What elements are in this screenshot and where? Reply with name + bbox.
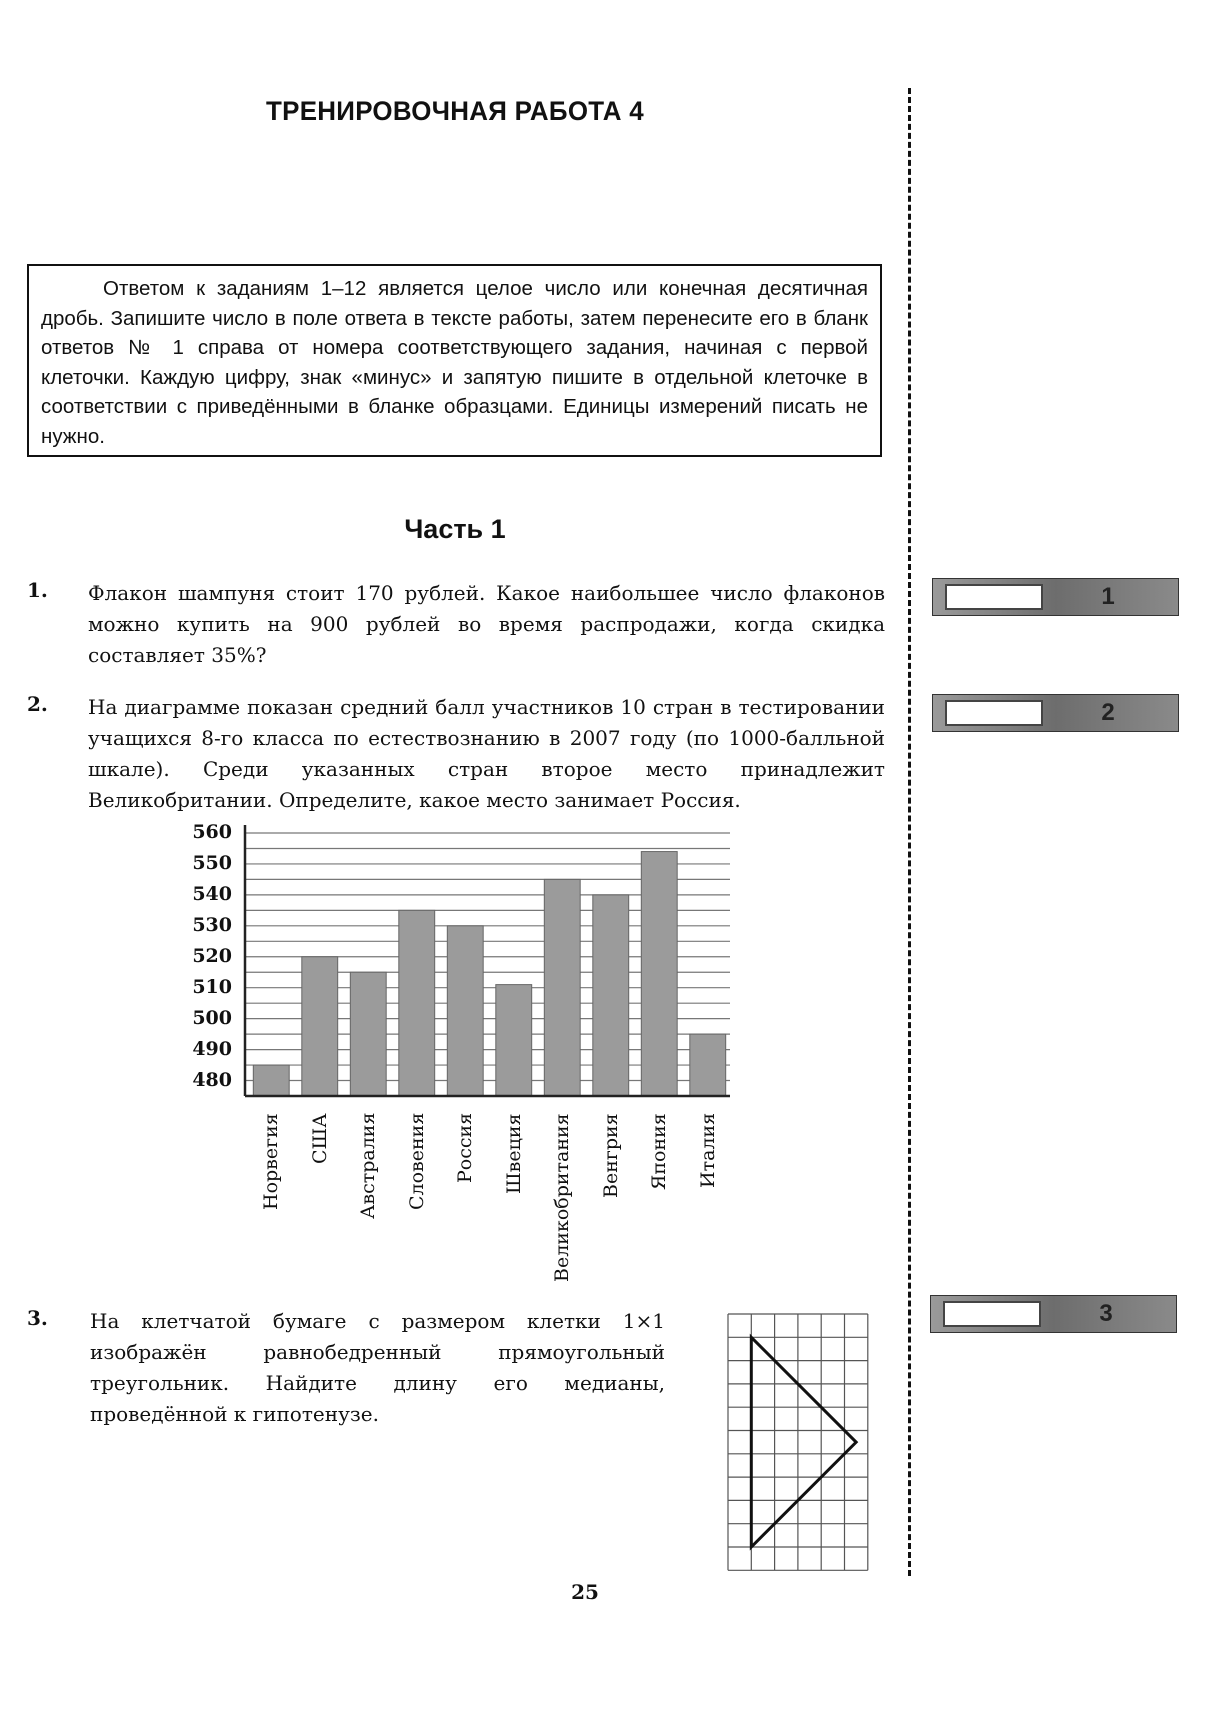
x-tick-label: США [308, 1113, 331, 1164]
x-tick-label: Италия [696, 1112, 719, 1188]
x-tick-label: Словения [405, 1112, 428, 1210]
task-3-answer-label: 3 [1099, 1300, 1113, 1327]
bar-5 [496, 985, 532, 1096]
task-3-answer-input[interactable] [943, 1301, 1041, 1327]
y-tick-label: 510 [192, 975, 232, 998]
x-axis-labels [170, 1105, 740, 1282]
bar-2 [350, 972, 386, 1096]
y-tick-label: 560 [192, 821, 232, 843]
task-2-answer-input[interactable] [945, 700, 1043, 726]
x-tick-label: Россия [454, 1112, 477, 1183]
bar-6 [544, 879, 580, 1096]
bar-8 [641, 852, 677, 1096]
bar-0 [253, 1065, 289, 1096]
task-3-answer-box[interactable] [930, 1295, 1177, 1333]
task-2-answer-box[interactable] [932, 694, 1179, 732]
task-3-number: 3. [27, 1306, 48, 1330]
bar-chart [170, 821, 740, 1282]
bar-3 [399, 910, 435, 1096]
triangle-shape [751, 1337, 856, 1547]
x-tick-label: Австралия [357, 1112, 380, 1219]
y-tick-label: 480 [192, 1068, 232, 1091]
x-tick-label: Швеция [502, 1113, 525, 1194]
x-tick-label: Япония [648, 1113, 671, 1190]
instructions-box [27, 264, 882, 457]
x-tick-label: Венгрия [599, 1113, 622, 1198]
page-number: 25 [571, 1580, 599, 1604]
x-tick-label: Великобритания [551, 1113, 574, 1282]
task-1-text: Флакон шампуня стоит 170 рублей. Какое наибольшее число флаконов можно купить на 900 рублей во время распродажи, когда скидка составляет 35%? [88, 581, 885, 667]
task-1-answer-box[interactable] [932, 578, 1179, 616]
instructions-text: Ответом к заданиям 1–12 является целое число или конечная десятичная дробь. Запишите число в поле ответа в тексте работы, затем перенесите его в бланк ответов № 1 справа от номера соответствующего задания, начиная с первой клеточки. Каждую цифру, знак «минус» и запятую пишите в отдельной клеточке в соответствии с приведёнными в бланке образцами. Единицы измерений писать не нужно. [41, 277, 868, 448]
task-2-text: На диаграмме показан средний балл участников 10 стран в тестировании учащихся 8-го класса по естествознанию в 2007 году (по 1000-балльной шкале). Среди указанных стран второе место принадлежит Великобритании. Определите, какое место занимает Россия. [88, 695, 885, 812]
cut-line-divider [908, 88, 911, 1576]
page-title: ТРЕНИРОВОЧНАЯ РАБОТА 4 [266, 96, 644, 126]
bar-4 [447, 926, 483, 1096]
bar-7 [593, 895, 629, 1096]
bar-1 [302, 957, 338, 1096]
chart-plot-area [170, 825, 740, 1105]
x-tick-label: Норвегия [260, 1113, 283, 1210]
task-2-number: 2. [27, 692, 48, 716]
y-tick-label: 530 [192, 913, 232, 936]
task-1-answer-label: 1 [1101, 583, 1115, 610]
triangle-grid-figure [726, 1312, 870, 1574]
task-3-text: На клетчатой бумаге с размером клетки 1×1 изображён равнобедренный прямоугольный треугольник. Найдите длину его медианы, проведённой к гипотенузе. [90, 1309, 665, 1426]
y-tick-label: 520 [192, 944, 232, 967]
part-title: Часть 1 [404, 514, 506, 544]
task-2-answer-label: 2 [1101, 699, 1115, 726]
y-tick-label: 540 [192, 882, 232, 905]
task-1-number: 1. [27, 578, 48, 602]
y-tick-label: 500 [192, 1006, 232, 1029]
y-tick-label: 490 [192, 1037, 232, 1060]
bar-9 [690, 1034, 726, 1096]
task-1-answer-input[interactable] [945, 584, 1043, 610]
y-tick-label: 550 [192, 851, 232, 874]
